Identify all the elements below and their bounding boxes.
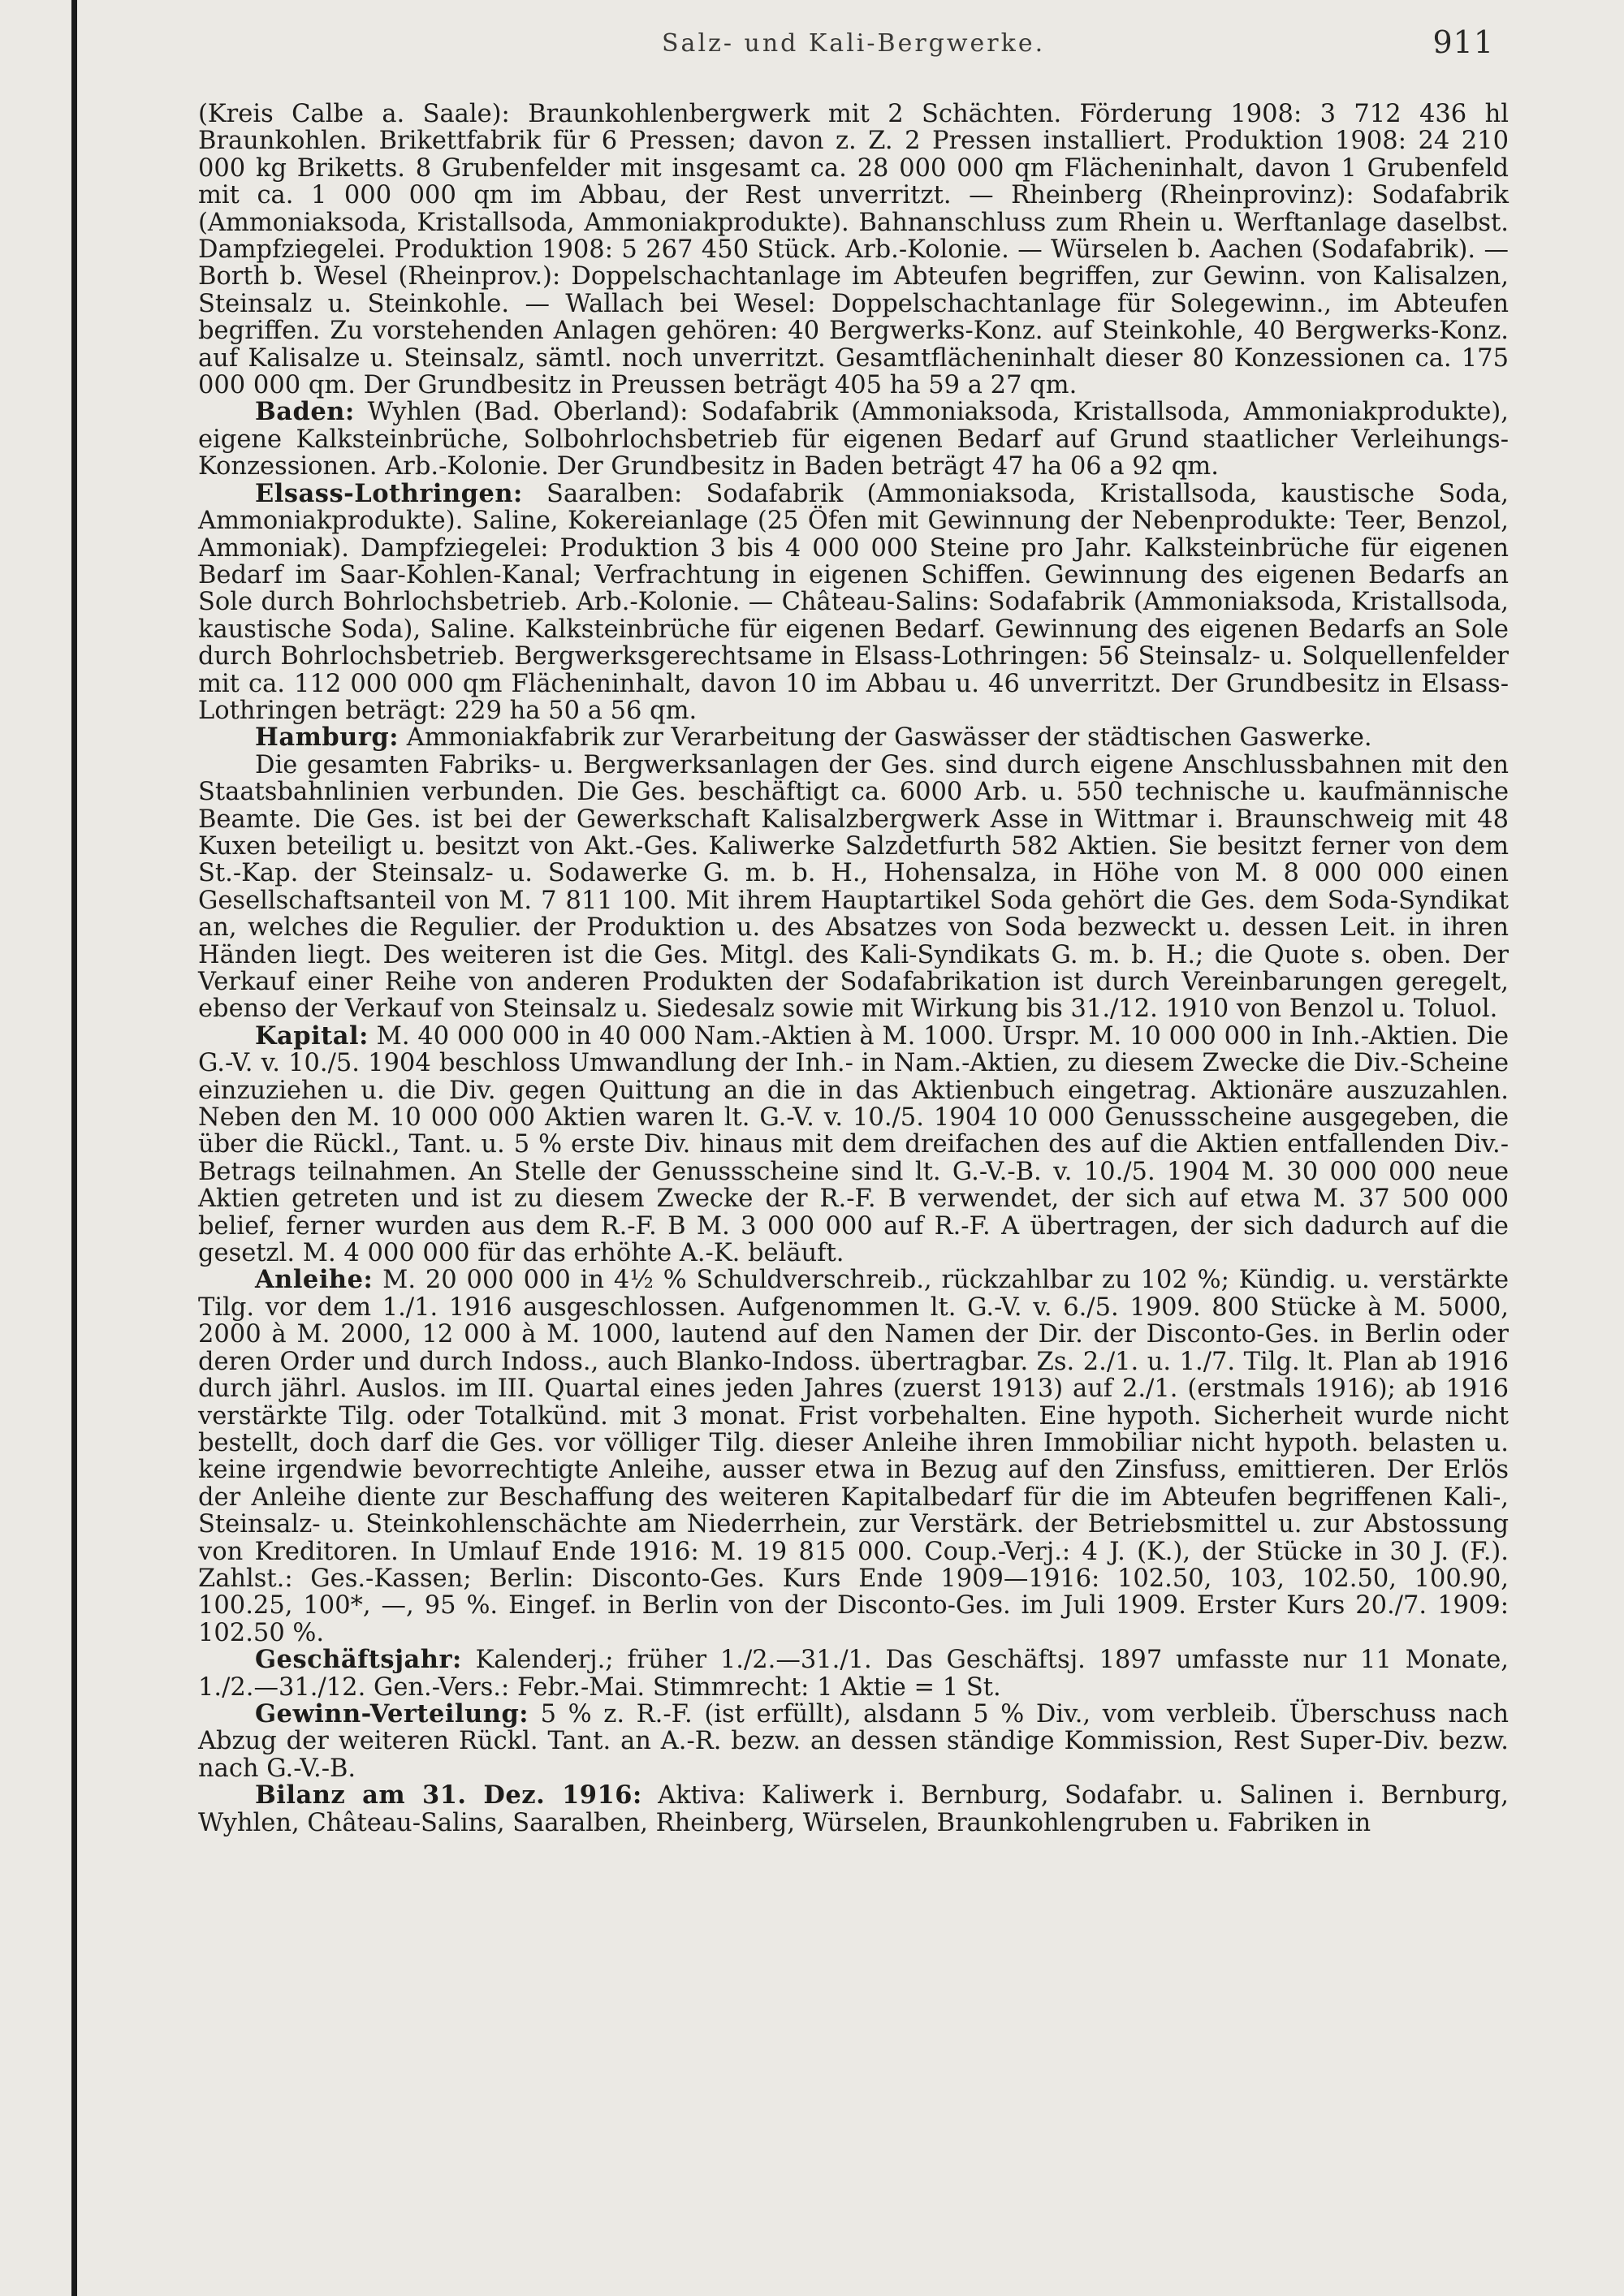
section-label: Kapital: bbox=[255, 1021, 369, 1051]
paragraph-geschaeftsjahr bbox=[198, 1646, 1509, 1701]
paragraph-text: Die gesamten Fabriks- u. Bergwerksanlagen der Ges. sind durch eigene Anschlussbahnen mit den Staatsbahnlinien verbunden. Die Ges. beschäftigt ca. 6000 Arb. u. 550 technische u. kaufmännische Beamte. Die Ges. ist bei der Gewerkschaft Kalisalzbergwerk Asse in Wittmar i. Braunschweig mit 48 Kuxen beteiligt u. besitzt von Akt.-Ges. Kaliwerke Salzdetfurth 582 Aktien. Sie besitzt ferner von dem St.-Kap. der Steinsalz- u. Sodawerke G. m. b. H., Hohensalza, in Höhe von M. 8 000 000 einen Gesellschaftsanteil von M. 7 811 100. Mit ihrem Hauptartikel Soda gehört die Ges. dem Soda-Syndikat an, welches die Regulier. der Produktion u. des Absatzes von Soda bezweckt u. dessen Leit. in ihren Händen liegt. Des weiteren ist die Ges. Mitgl. des Kali-Syndikats G. m. b. H.; die Quote s. oben. Der Verkauf einer Reihe von anderen Produkten der Sodafabrikation ist durch Vereinbarungen geregelt, ebenso der Verkauf von Steinsalz u. Siedesalz sowie mit Wirkung bis 31./12. 1910 von Benzol u. Toluol. bbox=[198, 750, 1509, 1024]
paragraph-baden bbox=[198, 399, 1509, 480]
paragraph-bilanz bbox=[198, 1782, 1509, 1836]
section-label: Anleihe: bbox=[255, 1265, 374, 1295]
section-label: Bilanz am 31. Dez. 1916: bbox=[255, 1780, 642, 1810]
paragraph-kapital bbox=[198, 1023, 1509, 1267]
section-label: Gewinn-Verteilung: bbox=[255, 1698, 529, 1728]
page-gutter-edge bbox=[71, 0, 77, 2296]
paragraph-text: Ammoniakfabrik zur Verarbeitung der Gaswässer der städtischen Gaswerke. bbox=[406, 723, 1372, 753]
paragraph-text: M. 40 000 000 in 40 000 Nam.-Aktien à M. 1000. Urspr. M. 10 000 000 in Inh.-Aktien. Die G.-V. v. 10./5. 1904 beschloss Umwandlung der Inh.- in Nam.-Aktien, zu diesem Zwecke die Div.-Scheine einzuziehen u. die Div. gegen Quittung an die in das Aktienbuch eingetrag. Aktionäre auszuzahlen. Neben den M. 10 000 000 Aktien waren lt. G.-V. v. 10./5. 1904 10 000 Genussscheine ausgegeben, die über die Rückl., Tant. u. 5 % erste Div. hinaus mit dem dreifachen des auf die Aktien entfallenden Div.-Betrags teilnahmen. An Stelle der Genussscheine sind lt. G.-V.-B. v. 10./5. 1904 M. 30 000 000 neue Aktien getreten und ist zu diesem Zwecke der R.-F. B verwendet, der sich auf etwa M. 37 500 000 belief, ferner wurden aus dem R.-F. B M. 3 000 000 auf R.-F. A übertragen, der sich dadurch auf die gesetzl. M. 4 000 000 für das erhöhte A.-K. beläuft. bbox=[198, 1021, 1509, 1268]
paragraph-text: Aktiva: Kaliwerk i. Bernburg, Sodafabr. u. Salinen i. Bernburg, Wyhlen, Château-Salins, Saaralben, Rheinberg, Würselen, Braunkohlengruben u. Fabriken in bbox=[198, 1781, 1509, 1837]
page-header bbox=[195, 24, 1494, 73]
section-label: Hamburg: bbox=[255, 723, 400, 753]
paragraph-elsass-lothringen bbox=[198, 478, 1509, 725]
paragraph-text: Saaralben: Sodafabrik (Ammoniaksoda, Kristallsoda, kaustische Soda, Ammoniakprodukte). Saline, Kokereianlage (25 Öfen mit Gewinnung der Nebenprodukte: Teer, Benzol, Ammoniak). Dampfziegelei: Produktion 3 bis 4 000 000 Steine pro Jahr. Kalksteinbrüche für eigenen Bedarf im Saar-Kohlen-Kanal; Verfrachtung in eigenen Schiffen. Gewinnung des eigenen Bedarfs an Sole durch Bohrlochsbetrieb. Arb.-Kolonie. — Château-Salins: Sodafabrik (Ammoniaksoda, Kristallsoda, kaustische Soda), Saline. Kalksteinbrüche für eigenen Bedarf. Gewinnung des eigenen Bedarfs an Sole durch Bohrlochsbetrieb. Bergwerksgerechtsame in Elsass-Lothringen: 56 Steinsalz- u. Solquellenfelder mit ca. 112 000 000 qm Flächeninhalt, davon 10 im Abbau u. 46 unverritzt. Der Grundbesitz in Elsass-Lothringen beträgt: 229 ha 50 a 56 qm. bbox=[198, 479, 1509, 725]
page-body bbox=[198, 101, 1509, 1836]
paragraph-overview bbox=[198, 752, 1509, 1023]
paragraph-text: Kalenderj.; früher 1./2.—31./1. Das Geschäftsj. 1897 umfasste nur 11 Monate, 1./2.—31./12. Gen.-Vers.: Febr.-Mai. Stimmrecht: 1 Aktie = 1 St. bbox=[198, 1646, 1509, 1702]
paragraph-gewinn-verteilung bbox=[198, 1698, 1509, 1783]
paragraph-anleihe bbox=[198, 1267, 1509, 1646]
paragraph-hamburg bbox=[198, 724, 1509, 751]
page-number: 911 bbox=[1432, 24, 1494, 60]
paragraph-text: Wyhlen (Bad. Oberland): Sodafabrik (Ammoniaksoda, Kristallsoda, Ammoniakprodukte), eigene Kalksteinbrüche, Solbohrlochsbetrieb für eigenen Bedarf auf Grund staatlicher Verleihungs-Konzessionen. Arb.-Kolonie. Der Grundbesitz in Baden beträgt 47 ha 06 a 92 qm. bbox=[198, 398, 1509, 481]
section-label: Baden: bbox=[255, 397, 355, 427]
section-label: Geschäftsjahr: bbox=[255, 1645, 462, 1675]
paragraph-text: 5 % z. R.-F. (ist erfüllt), alsdann 5 % Div., vom verbleib. Überschuss nach Abzug der weiteren Rückl. Tant. an A.-R. bezw. an dessen ständige Kommission, Rest Super-Div. bezw. nach G.-V.-B. bbox=[198, 1699, 1509, 1783]
paragraph-text: (Kreis Calbe a. Saale): Braunkohlenbergwerk mit 2 Schächten. Förderung 1908: 3 712 436 hl Braunkohlen. Brikettfabrik für 6 Pressen; davon z. Z. 2 Pressen installiert. Produktion 1908: 24 210 000 kg Briketts. 8 Grubenfelder mit insgesamt ca. 28 000 000 qm Flächeninhalt, davon 1 Grubenfeld mit ca. 1 000 000 qm im Abbau, der Rest unverritzt. — Rheinberg (Rheinprovinz): Sodafabrik (Ammoniaksoda, Kristallsoda, Ammoniakprodukte). Bahnanschluss zum Rhein u. Werftanlage daselbst. Dampfziegelei. Produktion 1908: 5 267 450 Stück. Arb.-Kolonie. — Würselen b. Aachen (Sodafabrik). — Borth b. Wesel (Rheinprov.): Doppelschachtanlage im Abteufen begriffen, zur Gewinn. von Kalisalzen, Steinsalz u. Steinkohle. — Wallach bei Wesel: Doppelschachtanlage für Solegewinn., im Abteufen begriffen. Zu vorstehenden Anlagen gehören: 40 Bergwerks-Konz. auf Steinkohle, 40 Bergwerks-Konz. auf Kalisalze u. Steinsalz, sämtl. noch unverritzt. Gesamtflächeninhalt dieser 80 Konzessionen ca. 175 000 000 qm. Der Grundbesitz in Preussen beträgt 405 ha 59 a 27 qm. bbox=[198, 100, 1509, 400]
running-head: Salz- und Kali-Bergwerke. bbox=[662, 29, 1046, 58]
paragraph-location-continued bbox=[198, 101, 1509, 399]
paragraph-text: M. 20 000 000 in 4½ % Schuldverschreib., rückzahlbar zu 102 %; Kündig. u. verstärkte Tilg. vor dem 1./1. 1916 ausgeschlossen. Aufgenommen lt. G.-V. v. 6./5. 1909. 800 Stücke à M. 5000, 2000 à M. 2000, 12 000 à M. 1000, lautend auf den Namen der Dir. der Disconto-Ges. in Berlin oder deren Order und durch Indoss., auch Blanko-Indoss. übertragbar. Zs. 2./1. u. 1./7. Tilg. lt. Plan ab 1916 durch jährl. Auslos. im III. Quartal eines jeden Jahres (zuerst 1913) auf 2./1. (erstmals 1916); ab 1916 verstärkte Tilg. oder Totalkünd. mit 3 monat. Frist vorbehalten. Eine hypoth. Sicherheit wurde nicht bestellt, doch darf die Ges. vor völliger Tilg. dieser Anleihe ihren Immobiliar nicht hypoth. belasten u. keine irgendwie bevorrechtigte Anleihe, ausser etwa in Bezug auf den Zinsfuss, emittieren. Der Erlös der Anleihe diente zur Beschaffung des weiteren Kapitalbedarf für die im Abteufen begriffenen Kali-, Steinsalz- u. Steinkohlenschächte am Niederrhein, zur Verstärk. der Betriebsmittel u. zur Abstossung von Kreditoren. In Umlauf Ende 1916: M. 19 815 000. Coup.-Verj.: 4 J. (K.), der Stücke in 30 J. (F.). Zahlst.: Ges.-Kassen; Berlin: Disconto-Ges. Kurs Ende 1909—1916: 102.50, 103, 102.50, 100.90, 100.25, 100*, —, 95 %. Eingef. in Berlin von der Disconto-Ges. im Juli 1909. Erster Kurs 20./7. 1909: 102.50 %. bbox=[198, 1266, 1509, 1647]
section-label: Elsass-Lothringen: bbox=[255, 478, 523, 508]
